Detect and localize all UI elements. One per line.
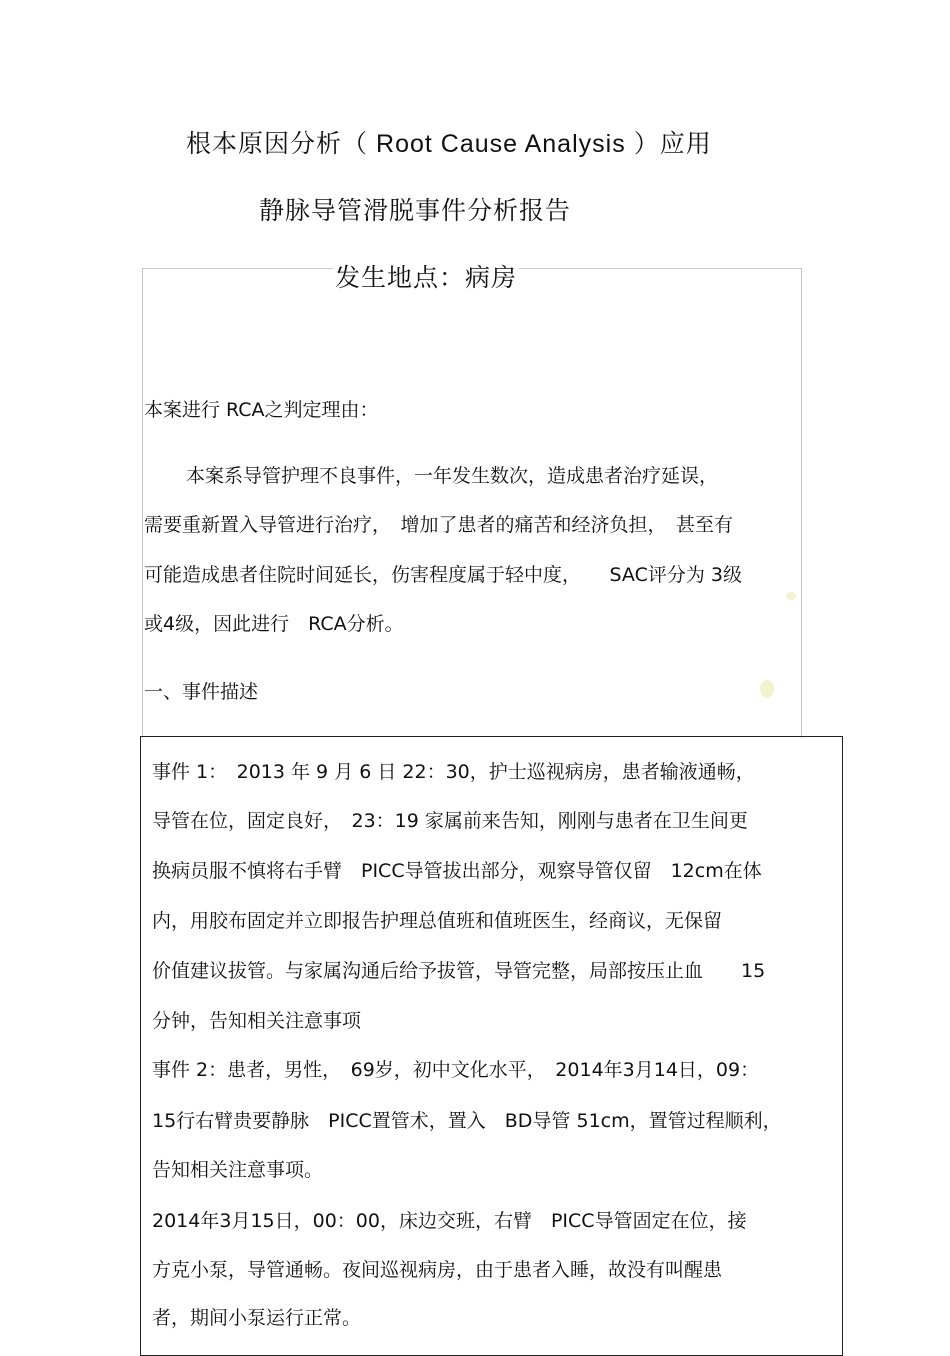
event-line: 告知相关注意事项。 — [152, 1159, 324, 1181]
title-suffix: ）应用 — [633, 129, 712, 158]
rationale-line-4: 或4级，因此进行 RCA分析。 — [144, 613, 404, 635]
title-line-2: 静脉导管滑脱事件分析报告 — [259, 196, 572, 225]
event-line: 内，用胶布固定并立即报告护理总值班和值班医生，经商议，无保留 — [152, 910, 723, 932]
event-line: 事件 1： 2013 年 9 月 6 日 22：30，护士巡视病房，患者输液通畅， — [152, 761, 755, 783]
scan-speck — [786, 592, 796, 600]
event-line: 导管在位，固定良好， 23：19 家属前来告知，刚刚与患者在卫生间更 — [152, 810, 748, 832]
event-line: 方克小泵，导管通畅。夜间巡视病房，由于患者入睡，故没有叫醒患 — [152, 1259, 723, 1281]
event-line: 换病员服不慎将右手臂 PICC导管拔出部分，观察导管仅留 12cm在体 — [152, 860, 762, 882]
event-line: 事件 2：患者，男性， 69岁，初中文化水平， 2014年3月14日，09： — [152, 1059, 760, 1081]
rationale-heading: 本案进行 RCA之判定理由： — [144, 399, 379, 421]
scan-speck — [760, 680, 774, 698]
rationale-line-1: 本案系导管护理不良事件，一年发生数次，造成患者治疗延误， — [186, 465, 719, 487]
title-prefix: 根本原因分析（ — [186, 129, 369, 158]
rationale-line-3: 可能造成患者住院时间延长，伤害程度属于轻中度， SAC评分为 3级 — [144, 564, 742, 586]
upper-frame — [142, 268, 802, 738]
event-line: 分钟，告知相关注意事项 — [152, 1010, 362, 1032]
rationale-line-2: 需要重新置入导管进行治疗， 增加了患者的痛苦和经济负担， 甚至有 — [144, 514, 734, 536]
event-line: 2014年3月15日，00：00，床边交班，右臂 PICC导管固定在位，接 — [152, 1210, 747, 1232]
title-line-3: 发生地点：病房 — [333, 258, 519, 294]
title-english: Root Cause Analysis — [376, 130, 626, 158]
section-heading-event-description: 一、事件描述 — [144, 681, 259, 703]
title-line-1 — [186, 124, 712, 160]
event-line: 15行右臂贵要静脉 PICC置管术，置入 BD导管 51cm，置管过程顺利， — [152, 1110, 782, 1132]
event-line: 者，期间小泵运行正常。 — [152, 1307, 362, 1329]
event-line: 价值建议拔管。与家属沟通后给予拔管，导管完整，局部按压止血 15 — [152, 960, 766, 982]
